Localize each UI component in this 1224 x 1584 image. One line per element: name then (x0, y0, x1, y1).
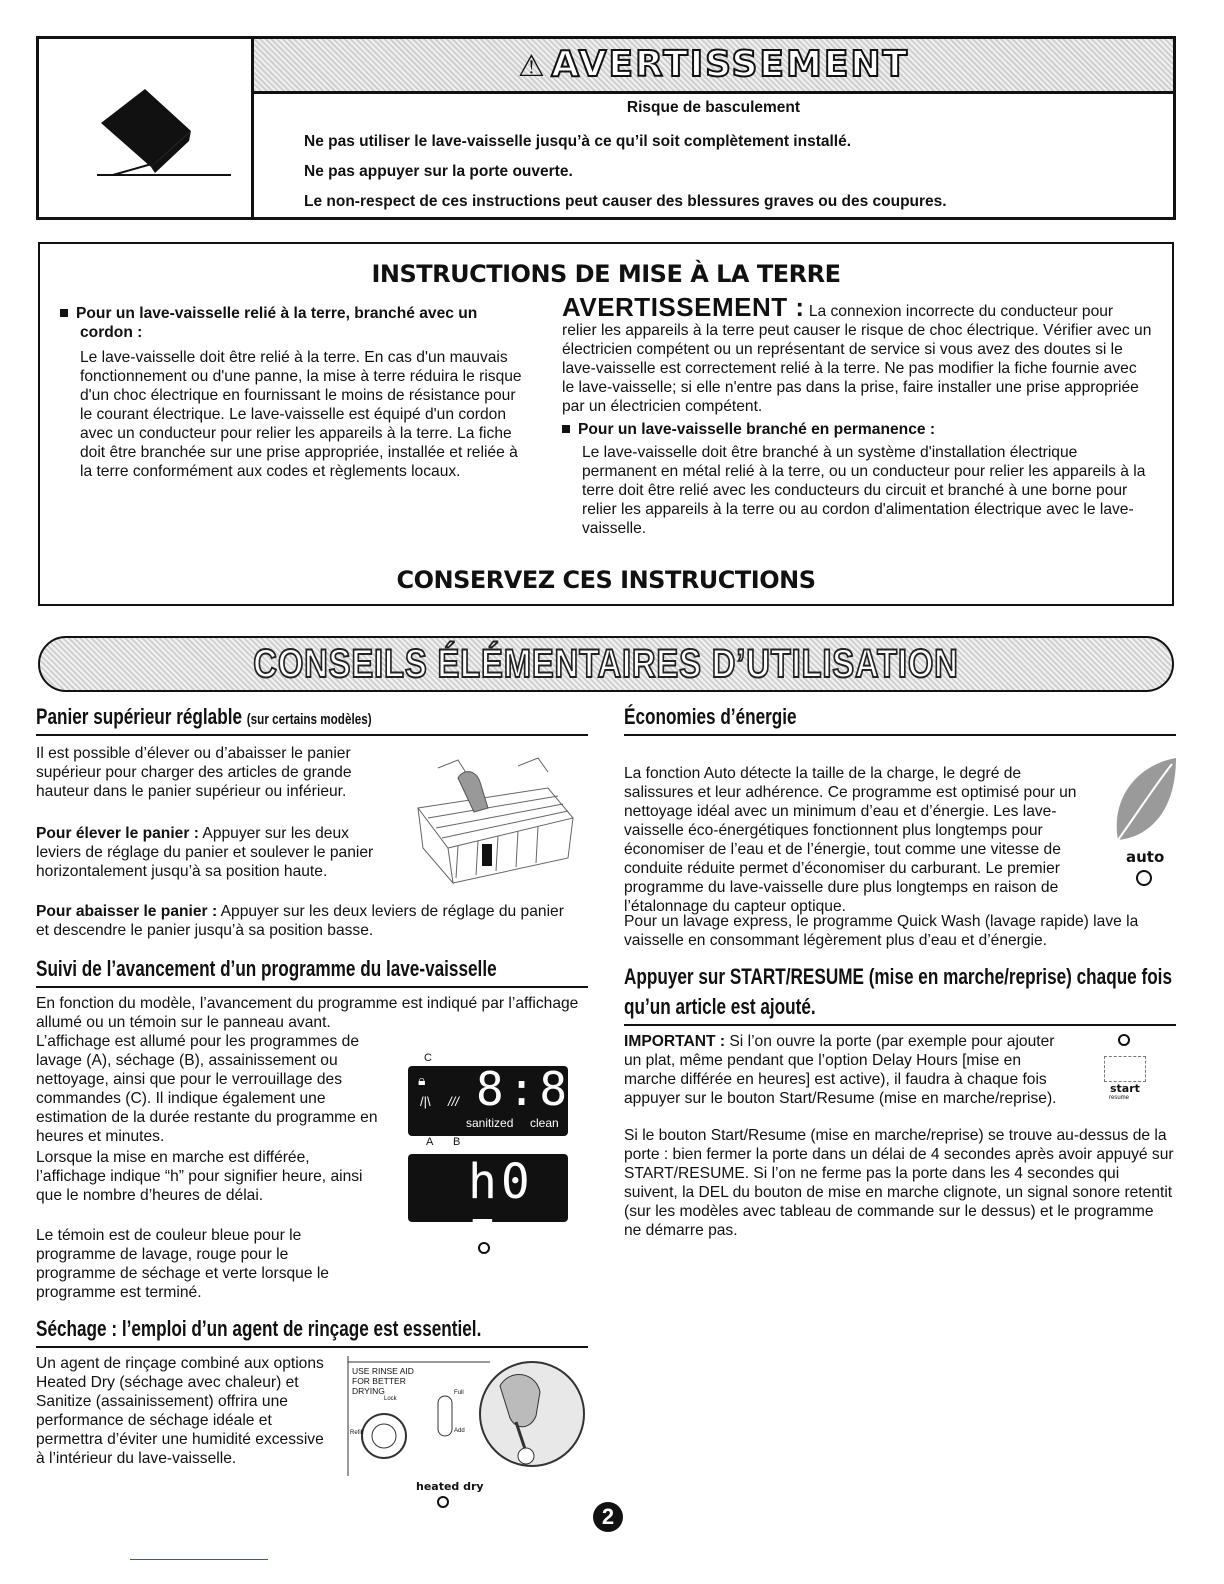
sanitized-label: sanitized (466, 1116, 514, 1130)
delay-display (408, 1154, 568, 1266)
start-resume-button-icon (1104, 1056, 1146, 1082)
bullet-icon (60, 309, 68, 317)
panier-intro: Il est possible d’élever ou d’abaisser le panier supérieur pour charger des articles de grande hauteur dans le panier supérieur ou inférieur. (36, 745, 352, 800)
grounding-right-column (562, 292, 1152, 538)
indicator-light-icon (478, 1242, 490, 1254)
warning-header (254, 39, 1173, 94)
grounding-warning-paragraph: AVERTISSEMENT : La connexion incorrecte du conducteur pour relier les appareils à la terre peut causer le risque de choc électrique. Vérifier avec un électricien compétent ou un représentant de service si vous avez des doutes si le lave-vaisselle est correctement relié à la terre. Ne pas modifier la fiche fournie avec le lave-vaisselle; si elle n'entre pas dans la prise, faire installer une prise appropriée par un électricien compétent. (562, 292, 1152, 415)
panier-heading: Panier supérieur réglable (sur certains modèles) (36, 704, 372, 729)
grounding-left-column (60, 304, 530, 481)
tipping-dishwasher-icon (39, 39, 251, 217)
panier-lower: Pour abaisser le panier : Appuyer sur les deux leviers de réglage du panier et descendre le panier jusqu’à sa position basse. (36, 903, 564, 939)
panier-rule (36, 734, 588, 736)
rinse-aid-panel-text: USE RINSE AID FOR BETTER DRYING (352, 1366, 414, 1396)
heated-dry-light-icon (437, 1496, 449, 1508)
warning-line-2: Ne pas appuyer sur la porte ouverte. (304, 163, 573, 180)
progress-display (408, 1062, 603, 1136)
start-important: IMPORTANT : Si l’on ouvre la porte (par exemple pour ajouter un plat, même pendant que l’option Delay Hours [mise en marche différée en heures] est active), il faudra à chaque fois appuyer sur le bouton Start/Resume (mise en marche/reprise). (624, 1033, 1057, 1107)
display-delay: h0 I (468, 1154, 534, 1266)
suivi-p2: L’affichage est allumé pour les programmes de lavage (A), séchage (B), assainissement ou nettoyage, ainsi que pour le verrouillage des commandes (C). Il indique également une estimation de la durée restante du programme en heures et minutes. (36, 1033, 378, 1145)
lock-label: Lock (384, 1396, 397, 1402)
lock-icon: 🔒︎ (418, 1072, 426, 1088)
banner-title: CONSEILS ÉLÉMENTAIRES D’UTILISATION (253, 642, 959, 686)
start-p2: Si le bouton Start/Resume (mise en marche/reprise) se trouve au-dessus de la porte : bien fermer la porte dans un délai de 4 secondes après avoir appuyé sur START/RESUME. Si l’on ne ferme pas la porte dans les 4 secondes qui suivent, la DEL du bouton de mise en marche clignote, un signal sonore retentit (sur les modèles avec tableau de commande sur le dessus) et le programme ne démarre pas. (624, 1127, 1174, 1239)
grounding-footer: CONSERVEZ CES INSTRUCTIONS (396, 566, 816, 594)
label-b: B (453, 1136, 461, 1148)
start-label: start (1110, 1082, 1140, 1095)
sechage-heading: Séchage : l’emploi d’un agent de rinçage est essentiel. (36, 1316, 482, 1341)
warning-line-1: Ne pas utiliser le lave-vaisselle jusqu’à ce qu’il soit complètement installé. (304, 133, 852, 150)
suivi-p3: Lorsque la mise en marche est différée, l’affichage indique “h” pour signifier heure, ainsi que le nombre d’heures de délai. (36, 1149, 363, 1204)
heated-dry-label: heated dry (416, 1480, 484, 1493)
warning-line-3: Le non-respect de ces instructions peut causer des blessures graves ou des coupures. (304, 193, 947, 210)
grounding-warning-label: AVERTISSEMENT : (562, 292, 805, 322)
label-a: A (426, 1136, 434, 1148)
resume-label: resume (1109, 1095, 1130, 1101)
suivi-p4: Le témoin est de couleur bleue pour le programme de lavage, rouge pour le programme de séchage et verte lorsque le programme est terminé. (36, 1227, 329, 1301)
warning-title: AVERTISSEMENT (551, 44, 910, 85)
economies-p1: La fonction Auto détecte la taille de la charge, le degré de salissures et leur adhérence. Ce programme est optimisé pour un nettoyage idéal avec un minimum d’eau et d’énergie. Les lave-vaisselle éco-énergétiques fonctionnent plus longtemps pour économiser de l’eau et de l’énergie, tout comme une vitesse de conduite réduite permet d’économiser du carburant. Le premier programme du lave-vaisselle dure plus longtemps en raison de l’étalonnage du capteur optique. (624, 765, 1077, 915)
start-light-icon (1118, 1034, 1130, 1046)
wash-indicator-icon: /|\ (420, 1094, 431, 1109)
tip-over-illustration (39, 39, 254, 217)
refill-label: Refill (350, 1430, 364, 1436)
display-time: 8:88 (476, 1062, 603, 1116)
panier-raise: Pour élever le panier : Appuyer sur les deux leviers de réglage du panier et soulever le panier horizontalement jusqu’à sa position haute. (36, 825, 374, 880)
bullet-icon (562, 425, 570, 433)
suivi-p1: En fonction du modèle, l’avancement du programme est indiqué par l’affichage allumé ou un témoin sur le panneau avant. (36, 995, 579, 1031)
warning-subtitle: Risque de basculement (626, 99, 801, 116)
suivi-heading: Suivi de l’avancement d’un programme du lave-vaisselle (36, 956, 497, 981)
page-number: 2 (593, 1502, 623, 1532)
warning-symbol-icon: ⚠ (517, 49, 547, 84)
dry-indicator-icon: /// (448, 1094, 459, 1109)
grounding-permanent-body: Le lave-vaisselle doit être branché à un système d'installation électrique permanent en métal relié à la terre, ou un conducteur pour relier les appareils à la terre doit être relié avec les conducteurs du circuit et branché à une borne pour relier les appareils à la terre ou au cordon d'alimentation électrique avec le lave-vaisselle. (582, 444, 1146, 537)
rinse-aid-illustration (340, 1356, 588, 1476)
sechage-rule (36, 1346, 588, 1348)
rack-illustration (398, 748, 580, 886)
usage-tips-banner (38, 636, 1174, 692)
add-label: Add (454, 1428, 465, 1434)
grounding-permanent-heading: Pour un lave-vaisselle branché en permanence : (562, 420, 1152, 439)
footer-line (130, 1559, 268, 1560)
auto-light-icon (1136, 870, 1152, 886)
grounding-cord-heading: Pour un lave-vaisselle relié à la terre, branché avec un cordon : (60, 304, 530, 342)
grounding-title: INSTRUCTIONS DE MISE À LA TERRE (371, 260, 841, 288)
start-heading: Appuyer sur START/RESUME (mise en marche/reprise) chaque fois qu’un article est ajouté. (624, 964, 1172, 1019)
grounding-instructions-box (38, 242, 1174, 606)
label-c: C (424, 1052, 432, 1064)
leaf-icon (1110, 756, 1178, 844)
start-rule (624, 1024, 1176, 1026)
grounding-cord-body: Le lave-vaisselle doit être relié à la terre. En cas d'un mauvais fonctionnement ou d'une panne, la mise à terre réduira le risque d'un choc électrique en fournissant le moins de résistance pour le courant électrique. Le lave-vaisselle est équipé d'un cordon avec un conducteur pour relier les appareils à la terre. La fiche doit être branchée sur une prise appropriée, installée et reliée à la terre conformément aux codes et règlements locaux. (80, 349, 522, 480)
auto-label: auto (1126, 848, 1165, 866)
tip-over-warning-box (36, 36, 1176, 220)
full-label: Full (454, 1390, 464, 1396)
economies-rule (624, 734, 1176, 736)
clean-label: clean (530, 1116, 559, 1130)
economies-heading: Économies d’énergie (624, 704, 797, 729)
sechage-body: Un agent de rinçage combiné aux options Heated Dry (séchage avec chaleur) et Sanitize (assainissement) offrira une performance de séchage idéale et permettra d’éviter une humidité excessive à l’intérieur du lave-vaisselle. (36, 1355, 324, 1467)
suivi-rule (36, 986, 588, 988)
economies-p2: Pour un lavage express, le programme Quick Wash (lavage rapide) lave la vaisselle en consommant légèrement plus d’eau et d’énergie. (624, 913, 1139, 949)
